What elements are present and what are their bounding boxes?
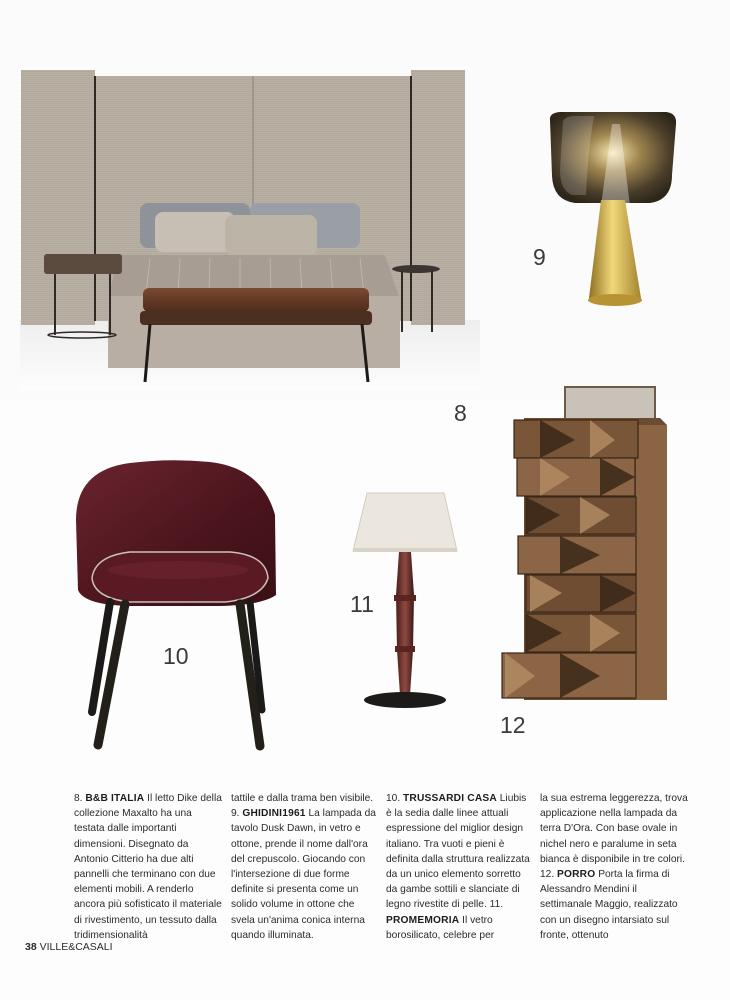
item-description: Il letto Dike della collezione Maxalto ha una testata dalle importanti dimensioni. Disegnato da Antonio Citterio ha due alti pannelli che terminano con due elementi mobili. A renderlo ancora più sofisticato il materiale di rivestimento, un tessuto dalla tridimensionalità bbox=[74, 793, 222, 941]
paragraph-11-12 bbox=[540, 791, 688, 943]
page-footer bbox=[25, 941, 113, 953]
text-column-2 bbox=[231, 791, 379, 943]
chair-photo bbox=[76, 460, 276, 746]
label-12: 12 bbox=[500, 712, 526, 738]
continued-text: tattile e dalla trama ben visibile. bbox=[231, 793, 374, 804]
brand-name: GHIDINI1961 bbox=[242, 808, 306, 820]
item-description: la sua estrema leggerezza, trova applicazione nella lampada da terra D'Ora. Con base ovale in nichel nero e paralume in seta bianca è disponibile in tre colori. bbox=[540, 793, 688, 865]
label-8: 8 bbox=[454, 400, 467, 426]
magazine-name: VILLE&CASALI bbox=[36, 941, 113, 953]
item-description: Liubis è la sedia dalle linee attuali espressione del miglior design italiano. Tra vuoti e pieni è definita dalla struttura realizzata da un unico elemento sorretto da gambe sottili e slanciate di legno rivestite di pelle. bbox=[386, 793, 530, 911]
item-number: 9. bbox=[231, 808, 243, 820]
item-number: 12. bbox=[540, 869, 557, 881]
item-description: Il vetro borosilicato, celebre per bbox=[386, 914, 495, 941]
item-description: Porta la firma di Alessandro Mendini il settimanale Maggio, realizzato con un disegno intarsiato sul fronte, ottenuto bbox=[540, 869, 678, 941]
brand-name: PROMEMORIA bbox=[386, 914, 460, 926]
item-number: 10. bbox=[386, 793, 403, 804]
brand-name: B&B ITALIA bbox=[85, 793, 145, 804]
paragraph-8 bbox=[74, 791, 222, 943]
item-number: 11. bbox=[486, 899, 504, 911]
paragraph-9 bbox=[231, 791, 379, 943]
text-column-3 bbox=[386, 791, 534, 943]
item-description: La lampada da tavolo Dusk Dawn, in vetro e ottone, prende il nome dall'ora del crepuscolo. Giocando con l'intersezione di due forme definite si presenta come un solido volume in ottone che svela un'anima conica interna quando illuminata. bbox=[231, 808, 376, 941]
page-number: 38 bbox=[25, 941, 37, 953]
text-column-1 bbox=[74, 791, 222, 943]
item-number: 8. bbox=[74, 793, 86, 804]
label-10: 10 bbox=[163, 643, 189, 669]
text-column-4 bbox=[540, 791, 688, 943]
label-9: 9 bbox=[533, 244, 546, 270]
brand-name: PORRO bbox=[557, 869, 596, 881]
paragraph-10-11 bbox=[386, 791, 534, 943]
brand-name: TRUSSARDI CASA bbox=[403, 793, 497, 804]
label-11: 11 bbox=[350, 591, 374, 617]
dresser-photo bbox=[502, 387, 667, 700]
